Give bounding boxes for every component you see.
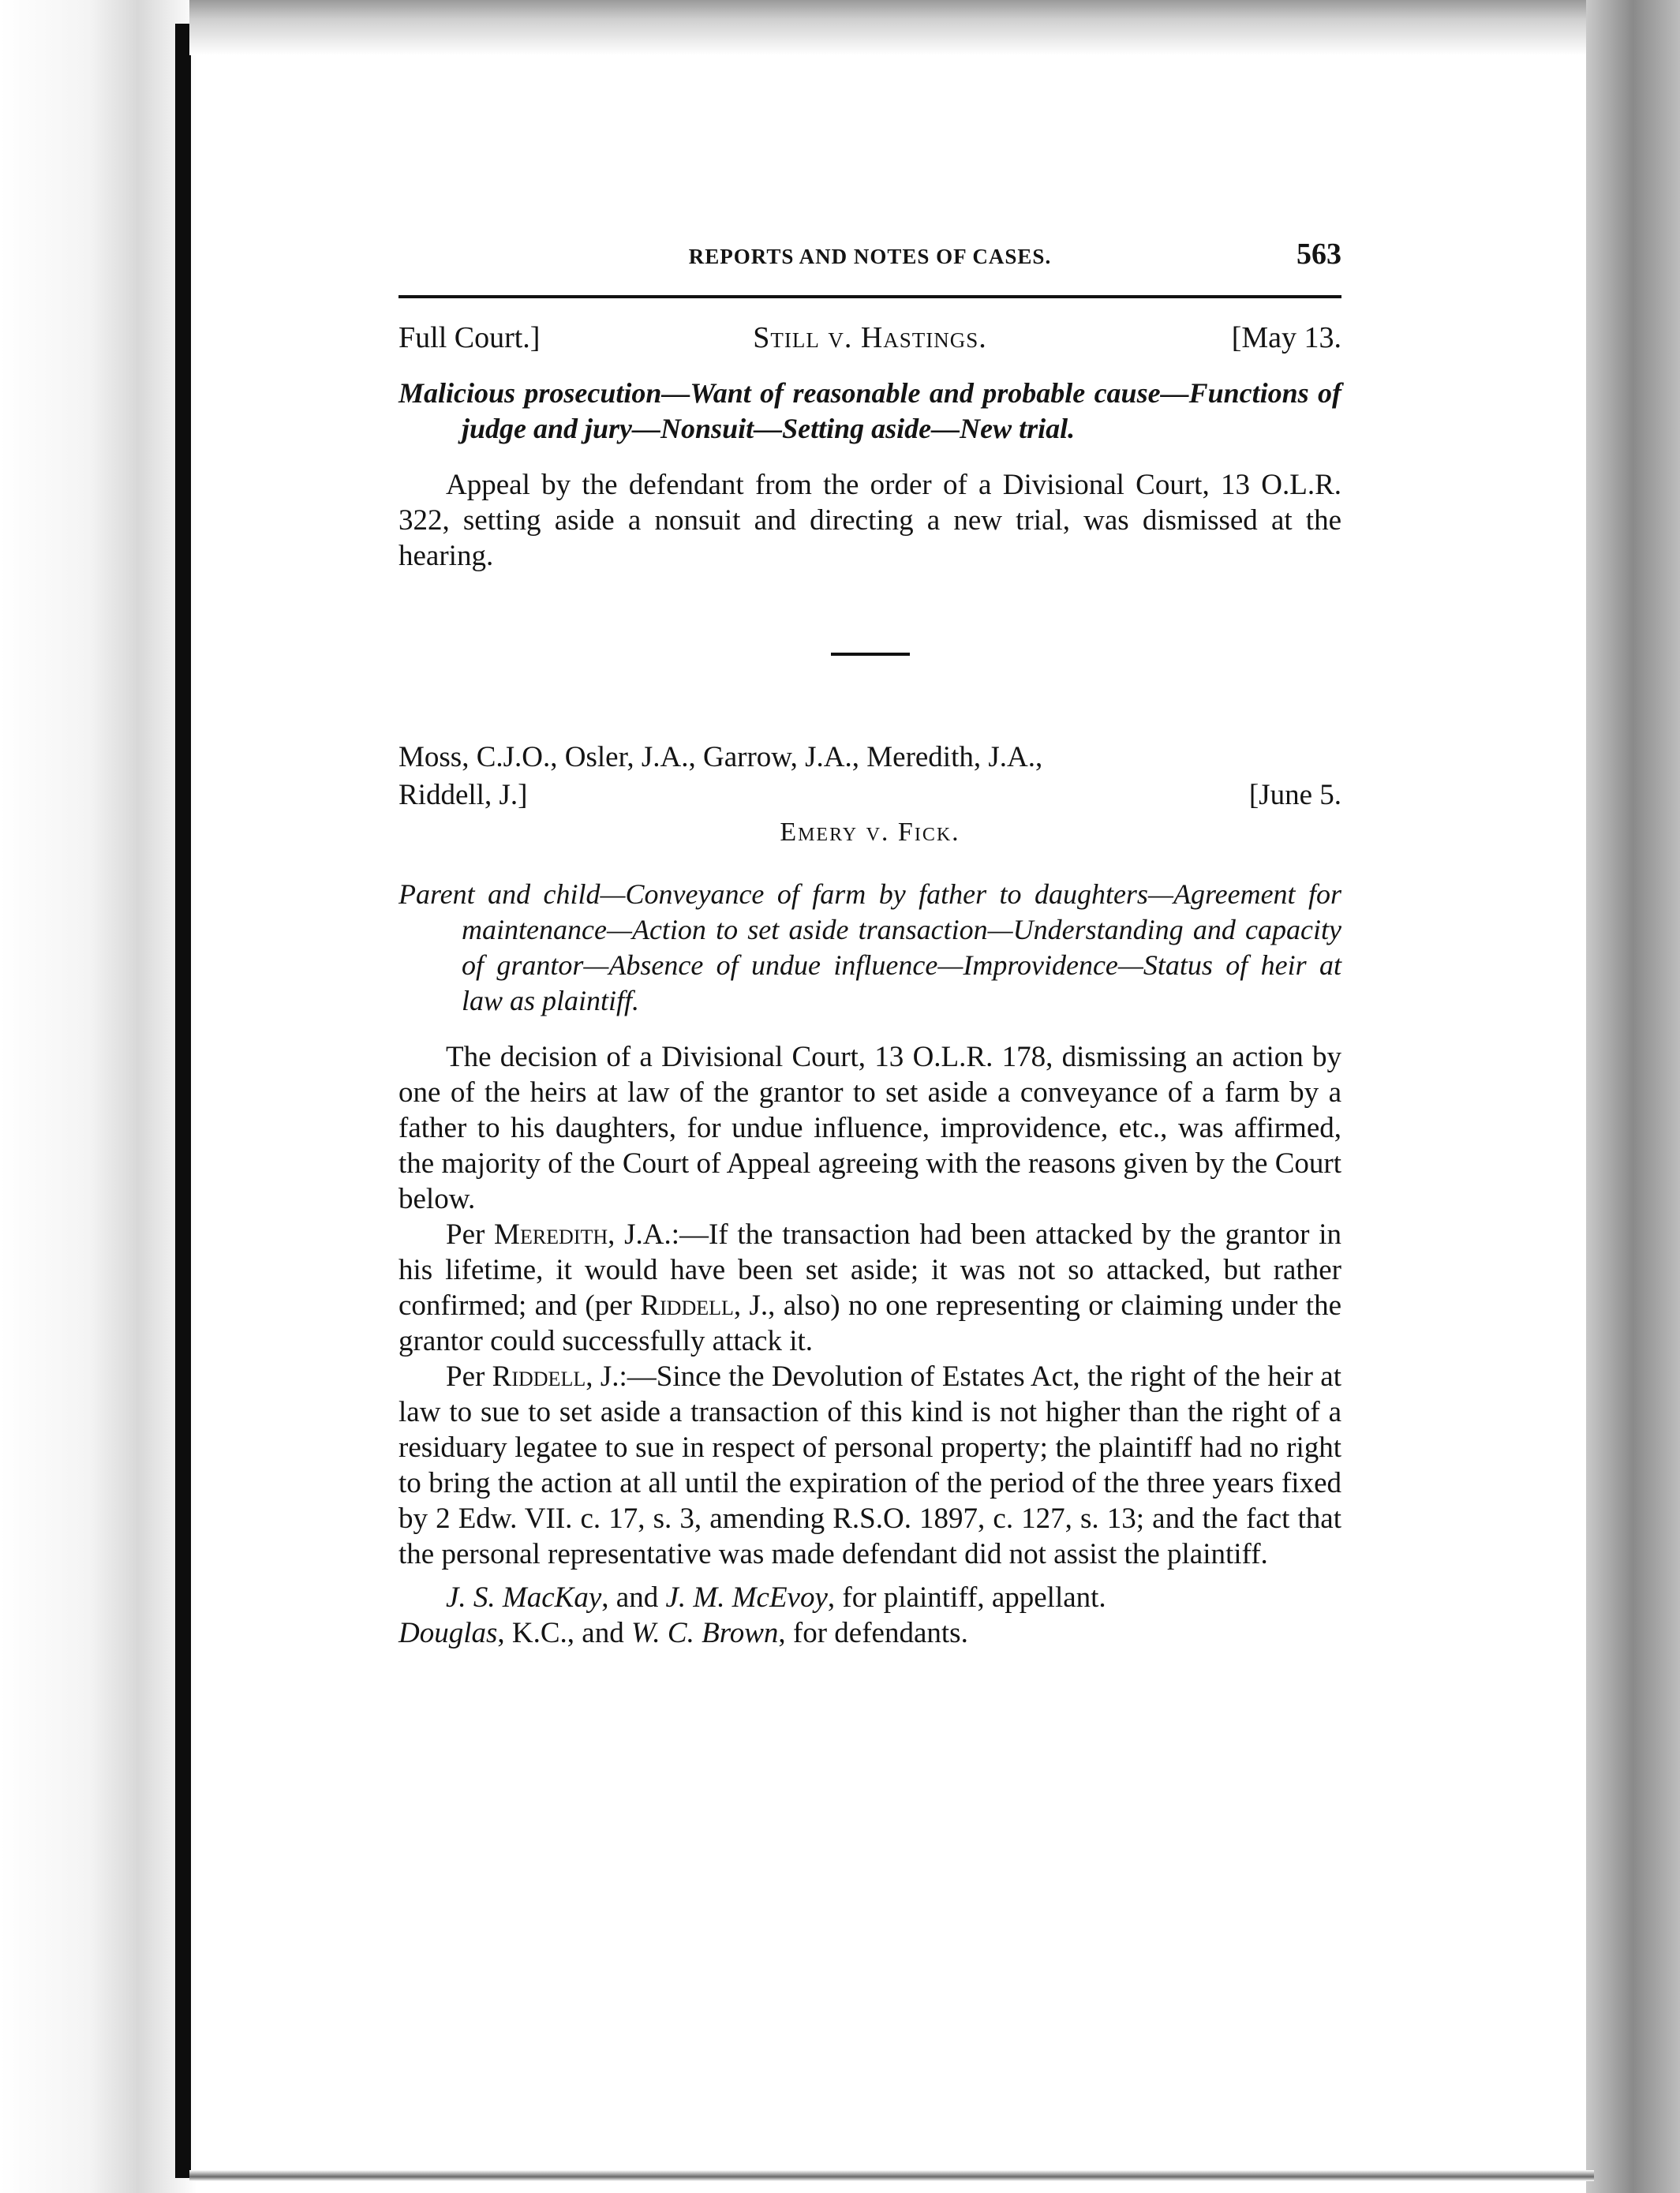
decision-paragraph: The decision of a Divisional Court, 13 O.L.R. 178, dismissing an action by one of the heirs at law of the grantor to set aside a conveyance of a farm by a father to his daughters, for undue influence, improvidence, etc., was affirmed, the majority of the Court of Appeal agreeing with the reasons given by the Court below. <box>398 1041 1341 1215</box>
counsel-role: , for defendants. <box>778 1617 968 1649</box>
page-number: 563 <box>1296 238 1341 271</box>
case-summary: Appeal by the defendant from the order of a Divisional Court, 13 O.L.R. 322, setting aside a nonsuit and directing a new trial, was dismissed at the hearing. <box>398 469 1341 572</box>
binding-shadow <box>175 24 191 2178</box>
meredith-opinion-paragraph <box>398 1217 1341 1359</box>
counsel-plaintiff <box>398 1580 1341 1615</box>
running-header <box>398 237 1341 284</box>
judge-name: Riddell <box>492 1360 586 1393</box>
opinion-text: , J.:—Since the Devolution of Estates Act, the right of the heir at law to sue to set aside a transaction of this kind is not higher than the right of a residuary legatee to sue in respect of personal property; the plaintiff had no right to bring the action at all until the expiration of the period of the three years fixed by 2 Edw. VII. c. 17, s. 3, amending R.S.O. 1897, c. 127, s. 13; and the fact that the personal representative was made defendant did not assist the plaintiff. <box>398 1360 1341 1570</box>
opinion-text: , J.A.:—If the transaction had been attacked by the grantor in his lifetime, it would have been set aside; it was not so attacked, but rather confirmed; and (per <box>398 1218 1341 1322</box>
case-emery-v-fick <box>398 739 1341 1651</box>
counsel-name: W. C. Brown <box>630 1617 779 1649</box>
judges-line-2 <box>398 777 1341 814</box>
opinion-text: , J., also) no one representing or claiming under the grantor could successfully attack it. <box>398 1289 1341 1357</box>
document-page <box>398 237 1341 1651</box>
running-title: REPORTS AND NOTES OF CASES. <box>688 245 1052 268</box>
counsel-name: Douglas <box>398 1617 498 1649</box>
case-catchwords: Malicious prosecution—Want of reasonable and probable cause—Functions of judge and jury—Nonsuit—Setting aside—New trial. <box>398 377 1341 444</box>
court-label: Full Court.] <box>398 321 541 354</box>
section-divider <box>831 653 910 656</box>
judges-line-1: Moss, C.J.O., Osler, J.A., Garrow, J.A., Meredith, J.A., <box>398 741 1043 773</box>
counsel-name: J. M. McEvoy <box>665 1581 828 1614</box>
per-label: Per <box>446 1218 495 1251</box>
counsel-connector: , and <box>601 1581 666 1614</box>
case-caption <box>398 320 1341 365</box>
scan-left-margin <box>0 0 197 2193</box>
per-label: Per <box>446 1360 492 1393</box>
scan-top-margin <box>189 0 1594 55</box>
case-catchwords: Parent and child—Conveyance of farm by father to daughters—Agreement for maintenance—Action to set aside transaction—Understanding and capacity of grantor—Absence of undue influence—Improvidence—Status of heir at law as plaintiff. <box>398 878 1341 1016</box>
case-date: [May 13. <box>1231 321 1341 354</box>
case-still-v-hastings <box>398 320 1341 574</box>
case-date: [June 5. <box>1248 779 1341 811</box>
counsel-defendants <box>398 1615 1341 1651</box>
scan-bottom-margin <box>189 2170 1594 2181</box>
case-title: Still v. Hastings. <box>753 321 987 354</box>
case-title: Emery v. Fick. <box>780 818 960 847</box>
counsel-role: , for plaintiff, appellant. <box>827 1581 1106 1614</box>
judge-name: Meredith <box>494 1218 608 1251</box>
header-rule <box>398 295 1341 298</box>
judge-name: Riddell <box>640 1289 734 1322</box>
counsel-name: J. S. MacKay <box>446 1581 602 1614</box>
riddell-opinion-paragraph <box>398 1359 1341 1572</box>
judges-continued: Riddell, J.] <box>398 779 528 811</box>
counsel-connector: , K.C., and <box>497 1617 631 1649</box>
scan-right-margin <box>1586 0 1680 2193</box>
